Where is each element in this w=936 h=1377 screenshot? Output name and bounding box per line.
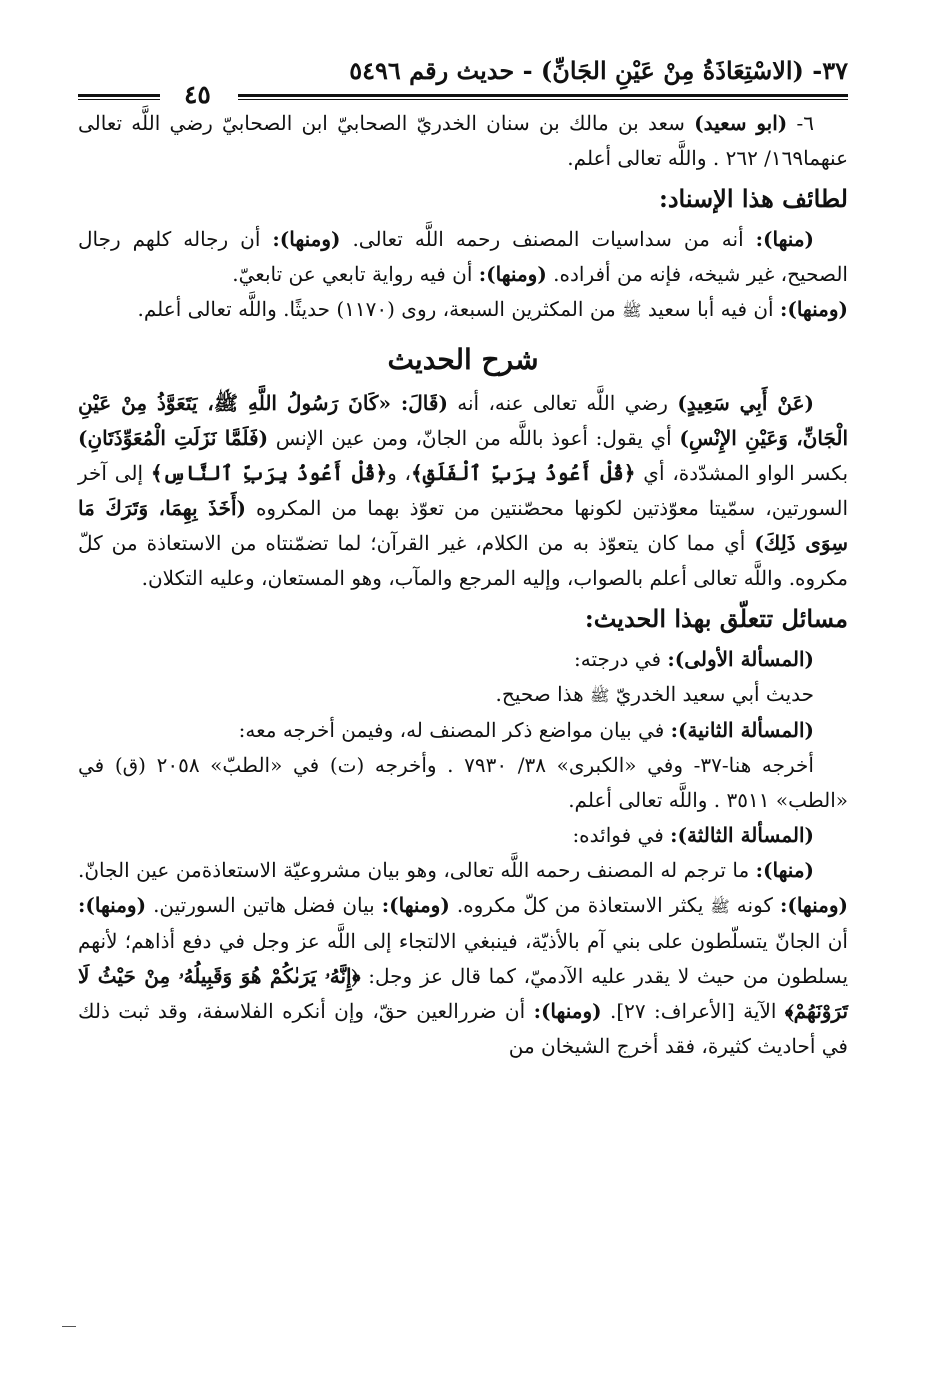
faida-2-text-b: يكثر الاستعاذة من كلّ مكروه. — [456, 893, 704, 917]
header-rule-left — [78, 94, 160, 100]
lataif-paragraph — [78, 222, 848, 292]
sharh-text-1: رضي اللَّه تعالى عنه، أنه — [457, 391, 668, 415]
lataif-label-3: (ومنها): — [478, 262, 547, 286]
masala-2-heading: في بيان مواضع ذكر المصنف له، وفيمن أخرجه معه: — [238, 718, 665, 742]
masala-3-title — [78, 818, 848, 853]
masala-1-text-b: هذا صحيح. — [495, 682, 584, 706]
fawaid-paragraph — [78, 853, 848, 1064]
lataif-text-4a: أن فيه أبا سعيد — [647, 297, 774, 321]
hadith-text-2: (فَلَمَّا نَزَلَتِ الْمُعَوِّذَتَانِ) — [78, 426, 269, 450]
sharh-text-2: أي يقول: أعوذ باللَّه من الجانّ، ومن عين الإنس — [275, 426, 672, 450]
sharh-text-5: إلى آخر السورتين، سمّيتا معوّذتين لكونها محصّنتين من تعوّذ بهما من المكروه — [78, 461, 849, 520]
masala-1-heading: في درجته: — [574, 647, 662, 671]
header-rule — [238, 94, 848, 100]
faida-5-label: (ومنها): — [533, 999, 602, 1023]
quran-verse-1: ﴿قُلْ أَعُوذُ بِرَبِّ ٱلْفَلَقِ﴾ — [411, 461, 636, 485]
masala-3-heading: في فوائده: — [572, 823, 664, 847]
hadith-text-3: (أَخَذَ بِهِمَا، وَتَرَكَ مَا سِوَى ذَلِكَ) — [78, 496, 849, 555]
narrator-paragraph — [78, 106, 848, 176]
masala-1-body — [78, 677, 848, 713]
masala-1-text-a: حديث أبي سعيد الخدريّ — [615, 682, 814, 706]
lataif-text-3: أن فيه رواية تابعي عن تابعيّ. — [232, 262, 473, 286]
page-number: ٤٥ — [178, 80, 217, 109]
faida-3-text: بيان فضل هاتين السورتين. — [153, 893, 375, 917]
lataif-text-1: أنه من سداسيات المصنف رحمه اللَّه تعالى. — [352, 227, 744, 251]
honorific-icon: ﷺ — [710, 897, 730, 916]
sharh-text-3: بكسر الواو المشدّدة، أي — [643, 461, 849, 485]
header-title: ٣٧- (الاسْتِعَاذَةُ مِنْ عَيْنِ الجَانِّ) - حديث رقم ٥٤٩٦ — [349, 56, 848, 85]
lataif-paragraph-2 — [78, 292, 848, 328]
hadith-narrator: (عَنْ أَبِي سَعِيدٍ) — [677, 391, 815, 415]
sharh-text-4: ، و — [387, 461, 412, 485]
lataif-text-2: أن رجاله كلهم رجال الصحيح، غير شيخه، فإنه من أفراده. — [78, 227, 848, 286]
faida-1-label: (منها): — [755, 858, 814, 882]
masala-2-label: (المسألة الثانية): — [670, 718, 814, 742]
lataif-text-4b: من المكثرين السبعة، روى (١١٧٠) حديثًا. واللَّه تعالى أعلم. — [137, 297, 616, 321]
lataif-label-2: (ومنها): — [272, 227, 341, 251]
honorific-icon: ﷺ — [590, 686, 610, 705]
masala-2-body: أخرجه هنا-٣٧- وفي «الكبرى» ٣٨/ ٧٩٣٠ . وأخرجه (ت) في «الطبّ» ٢٠٥٨ (ق) في «الطب» ٣٥١١ . واللَّه تعالى أعلم. — [78, 753, 848, 812]
faida-5-text: أن ضررالعين حقّ، وإن أنكره الفلاسفة، وقد ثبت ذلك في أحاديث كثيرة، فقد أخرج الشيخان من — [78, 999, 848, 1058]
faida-3-label: (ومنها): — [381, 893, 450, 917]
faida-2-label: (ومنها): — [779, 893, 848, 917]
lataif-label-1: (منها): — [755, 227, 815, 251]
sharh-text-6: أي مما كان يتعوّذ به من الكلام، غير القرآن؛ لما تضمّنتاه من الاستعاذة من كلّ مكروه. واللَّه تعالى أعلم بالصواب، وإليه المرجع والمآب، وهو المستعان، وعليه التكلان. — [78, 531, 848, 590]
quran-verse-3: ﴿إِنَّهُۥ يَرَىٰكُمْ هُوَ وَقَبِيلُهُۥ مِنْ حَيْثُ لَا تَرَوْنَهُمْ﴾ — [78, 964, 849, 1023]
masail-heading: مسائل تتعلّق بهذا الحديث: — [584, 604, 848, 633]
narrator-text: سعد بن مالك بن سنان الخدريّ الصحابيّ ابن الصحابيّ رضي اللَّه تعالى عنهما١٦٩/ ٢٦٢ . واللَّه تعالى أعلم. — [78, 111, 848, 170]
lataif-heading: لطائف هذا الإسناد: — [658, 184, 848, 213]
faida-4-text: أن الجانّ يتسلّطون على بني آم بالأذيّة، فينبغي الالتجاء إلى اللَّه عز وجل في دفع أذاهم؛ لأنهم يسلطون من حيث لا يقدر عليه الآدميّ، كما قال عز وجل: — [78, 929, 849, 988]
sharh-paragraph — [78, 386, 848, 596]
faida-4-label: (ومنها): — [78, 893, 147, 917]
quran-verse-2: ﴿قُلْ أَعُوذُ بِرَبِّ ٱلنَّاسِ﴾ — [150, 461, 388, 485]
book-page — [78, 44, 848, 1337]
honorific-icon: ﷺ — [622, 301, 642, 320]
running-header — [78, 44, 848, 109]
masala-3-label: (المسألة الثالثة): — [670, 823, 814, 847]
faida-2-text-a: كونه — [736, 893, 773, 917]
narrator-number: ٦- — [796, 111, 815, 135]
page-body — [78, 106, 848, 1064]
masala-1-label: (المسألة الأولى): — [667, 647, 814, 671]
faida-1-text: ما ترجم له المصنف رحمه اللَّه تعالى، وهو بيان مشروعيّة الاستعاذةمن عين الجانّ. — [78, 858, 750, 882]
masala-1-title — [78, 642, 848, 677]
faida-4-ref: الآية [الأعراف: ٢٧]. — [609, 999, 777, 1023]
lataif-label-4: (ومنها): — [779, 297, 848, 321]
masala-2-title — [78, 713, 848, 748]
margin-mark — [62, 1326, 76, 1327]
sharh-heading: شرح الحديث — [387, 343, 539, 376]
narrator-name: (ابو سعيد) — [694, 111, 788, 135]
hadith-text-1: (قَالَ: «كَانَ رَسُولُ اللَّهِ ﷺ، يَتَعَوَّذُ مِنْ عَيْنِ الْجَانِّ، وَعَيْنِ الإِنْسِ) — [78, 391, 849, 450]
